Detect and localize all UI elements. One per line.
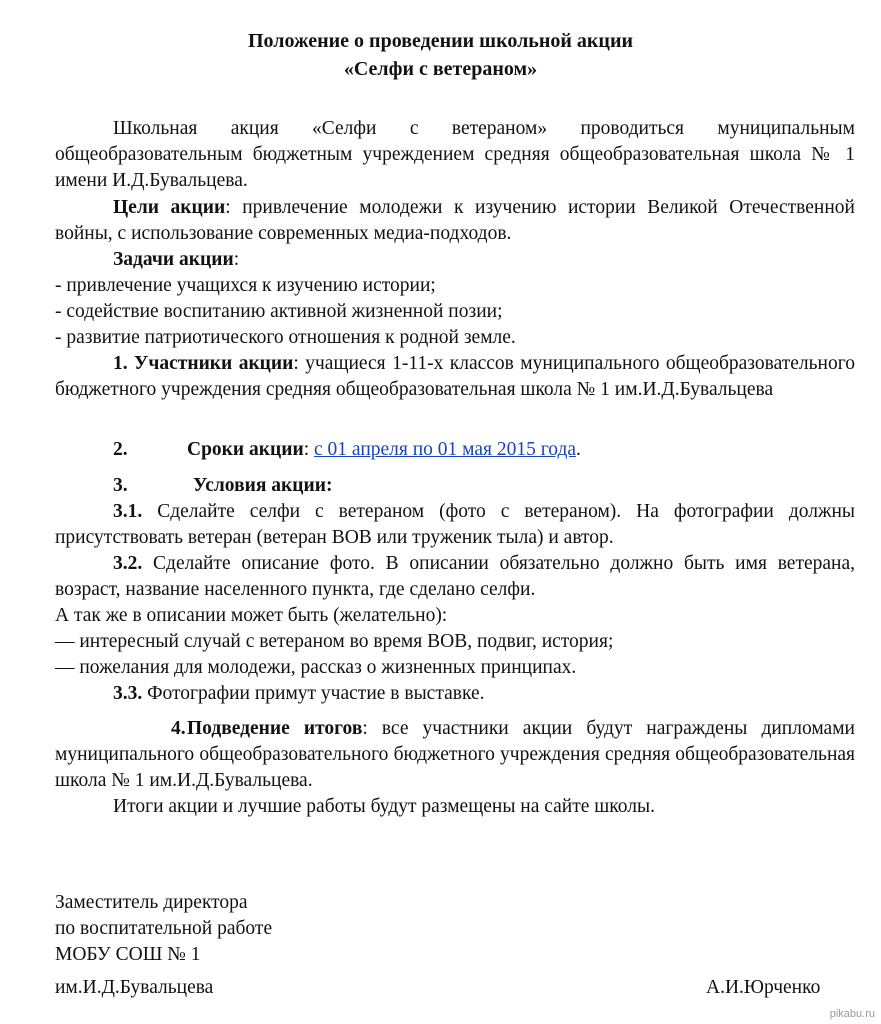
condition-3-2: 3.2. Сделайте описание фото. В описании обязательно должно быть имя ветерана, возраст, название населенного пункта, где сделано селфи. bbox=[55, 553, 855, 600]
condition-3-1-number: 3.1. bbox=[113, 501, 143, 522]
section-4-paragraph bbox=[55, 716, 855, 794]
goals-label: Цели акции bbox=[113, 197, 226, 218]
dates-link[interactable]: с 01 апреля по 01 мая 2015 года bbox=[314, 439, 577, 460]
condition-3-2-number: 3.2. bbox=[113, 553, 143, 574]
results-note: Итоги акции и лучшие работы будут размещены на сайте школы. bbox=[113, 796, 655, 817]
watermark: pikabu.ru bbox=[829, 1008, 875, 1020]
document-subtitle: «Селфи с ветераном» bbox=[343, 58, 538, 80]
section-1-paragraph bbox=[55, 351, 855, 403]
signature-name: А.И.Юрченко bbox=[706, 977, 821, 998]
tasks-heading: Задачи акции: bbox=[113, 249, 240, 270]
section-3-heading bbox=[113, 473, 332, 499]
condition-3-3: 3.3. Фотографии примут участие в выставке. bbox=[113, 683, 485, 704]
signature-position: Заместитель директора bbox=[55, 892, 248, 913]
goals-text: : привлечение молодежи к изучению истории Великой Отечественной войны, с использование современных медиа-подходов. bbox=[55, 197, 855, 244]
optional-item: — интересный случай с ветераном во время ВОВ, подвиг, история; bbox=[55, 631, 614, 652]
tasks-label: Задачи акции bbox=[113, 249, 234, 270]
section-4-number: 4. bbox=[171, 718, 186, 739]
section-1-label: Участники акции bbox=[134, 353, 294, 374]
task-item: - развитие патриотического отношения к родной земле. bbox=[55, 327, 516, 348]
task-item: - содействие воспитанию активной жизненной позии; bbox=[55, 301, 503, 322]
section-2-line: 2. Сроки акции: с 01 апреля по 01 мая 2015 года. bbox=[113, 437, 581, 463]
signature-department: по воспитательной работе bbox=[55, 918, 273, 939]
condition-3-3-number: 3.3. bbox=[113, 683, 143, 704]
intro-paragraph: Школьная акция «Селфи с ветераном» проводиться муниципальным общеобразовательным бюджетным учреждением средняя общеобразовательная школа № 1 имени И.Д.Бувальцева. bbox=[55, 118, 855, 191]
document-title: Положение о проведении школьной акции bbox=[248, 30, 633, 52]
section-3-label: Условия акции: bbox=[193, 475, 333, 496]
goals-paragraph bbox=[55, 195, 855, 247]
section-2-number: 2. bbox=[113, 439, 128, 460]
optional-description: А так же в описании может быть (желательно): bbox=[55, 605, 448, 626]
signature-school: МОБУ СОШ № 1 bbox=[55, 944, 201, 965]
section-4-label: Подведение итогов bbox=[187, 718, 363, 739]
optional-item: — пожелания для молодежи, рассказ о жизненных принципах. bbox=[55, 657, 577, 678]
section-2-label: Сроки акции bbox=[187, 439, 304, 460]
signature-school-name: им.И.Д.Бувальцева bbox=[55, 977, 214, 998]
section-1-text: : учащиеся 1-11-х классов муниципального общеобразовательного бюджетного учреждения средняя общеобразовательная школа № 1 им.И.Д.Бувальцева bbox=[55, 353, 855, 400]
section-1-number: 1. bbox=[113, 353, 128, 374]
section-4-text: : все участники акции будут награждены дипломами муниципального общеобразовательного бюджетного учреждения средняя общеобразовательная школа № 1 им.И.Д.Бувальцева. bbox=[55, 718, 855, 791]
section-3-number: 3. bbox=[113, 475, 128, 496]
task-item: - привлечение учащихся к изучению истории; bbox=[55, 275, 436, 296]
condition-3-1: 3.1. Сделайте селфи с ветераном (фото с ветераном). На фотографии должны присутствовать ветеран (ветеран ВОВ или труженик тыла) и автор. bbox=[55, 501, 855, 548]
